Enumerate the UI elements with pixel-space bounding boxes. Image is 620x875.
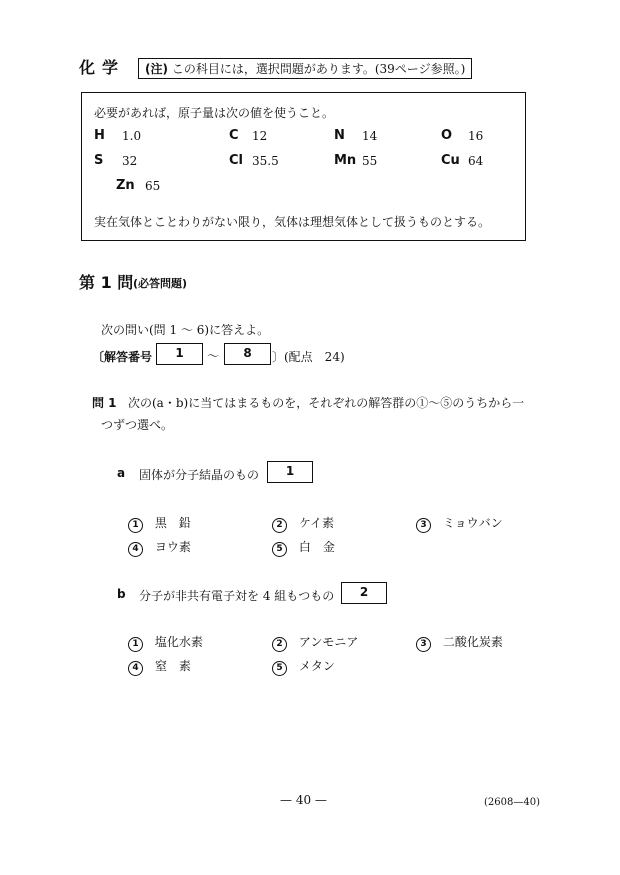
answer-range-tilde: ～ (207, 349, 220, 363)
element-mass: 1.0 (122, 129, 142, 143)
option-text: 二酸化炭素 (442, 635, 503, 649)
option-item (272, 633, 358, 652)
points-label: 〕(配点 24) (272, 350, 345, 364)
option-item (128, 514, 191, 533)
element-mass: 16 (468, 129, 484, 143)
option-item (416, 514, 503, 533)
option-item (416, 633, 503, 652)
option-text: アンモニア (298, 635, 359, 649)
option-text: 白 金 (298, 540, 335, 554)
answer-box: 8 (224, 343, 271, 365)
option-text: メタン (298, 659, 335, 673)
element-symbol: Mn (334, 153, 357, 168)
option-text: ケイ素 (298, 516, 334, 530)
instruction-text: 次の問い(問 1 ～ 6)に答えよ。 (101, 323, 270, 337)
page-number: — 40 — (280, 793, 327, 807)
element-symbol: Cu (441, 153, 460, 168)
answer-box: 2 (341, 582, 387, 604)
option-item (128, 657, 191, 676)
note-text: この科目には，選択問題があります。(39ページ参照。) (171, 62, 466, 76)
option-number: 2 (272, 518, 287, 533)
option-number: 2 (272, 637, 287, 652)
answer-range-label: 〔解答番号 (92, 350, 153, 364)
subject-note (138, 58, 472, 79)
option-number: 3 (416, 518, 431, 533)
element-mass: 32 (122, 154, 138, 168)
option-text: ミョウバン (442, 516, 503, 530)
subject-title: 化学 (79, 58, 126, 77)
element-symbol: C (229, 128, 239, 143)
option-number: 1 (128, 637, 143, 652)
option-item (272, 514, 334, 533)
option-number: 4 (128, 661, 143, 676)
option-number: 5 (272, 542, 287, 557)
element-symbol: Cl (229, 153, 243, 168)
option-text: ヨウ素 (154, 540, 191, 554)
element-symbol: N (334, 128, 345, 143)
part-text: 固体が分子結晶のもの (139, 468, 260, 482)
note-prefix: (注) (145, 62, 168, 76)
element-mass: 55 (362, 154, 378, 168)
option-item (272, 538, 335, 557)
option-text: 黒 鉛 (154, 516, 191, 530)
gas-note: 実在気体とことわりがない限り，気体は理想気体として扱うものとする。 (94, 215, 491, 229)
option-item (128, 538, 191, 557)
element-symbol: H (94, 128, 105, 143)
part-letter: b (117, 587, 126, 601)
question-text-line2: つずつ選べ。 (101, 418, 174, 432)
element-mass: 12 (252, 129, 268, 143)
document-code: (2608—40) (484, 797, 540, 808)
section-subtitle: (必答問題) (133, 277, 188, 290)
part-text: 分子が非共有電子対を 4 組もつもの (139, 589, 335, 603)
option-number: 3 (416, 637, 431, 652)
element-mass: 14 (362, 129, 378, 143)
option-item (272, 657, 335, 676)
option-item (128, 633, 203, 652)
element-symbol: S (94, 153, 104, 168)
part-letter: a (117, 466, 126, 480)
element-mass: 64 (468, 154, 484, 168)
element-mass: 35.5 (252, 154, 279, 168)
element-symbol: Zn (116, 178, 135, 193)
option-number: 5 (272, 661, 287, 676)
option-number: 4 (128, 542, 143, 557)
option-text: 窒 素 (154, 659, 191, 673)
answer-box: 1 (267, 461, 313, 483)
option-text: 塩化水素 (154, 635, 203, 649)
answer-box: 1 (156, 343, 203, 365)
atomic-intro: 必要があれば，原子量は次の値を使うこと。 (94, 106, 335, 120)
question-label: 問 1 (92, 396, 117, 410)
option-number: 1 (128, 518, 143, 533)
element-symbol: O (441, 128, 453, 143)
section-title: 第 1 問 (79, 273, 134, 292)
element-mass: 65 (145, 179, 161, 193)
question-text-line1: 次の(a・b)に当てはまるものを，それぞれの解答群の①～⑤のうちから一 (128, 396, 525, 410)
